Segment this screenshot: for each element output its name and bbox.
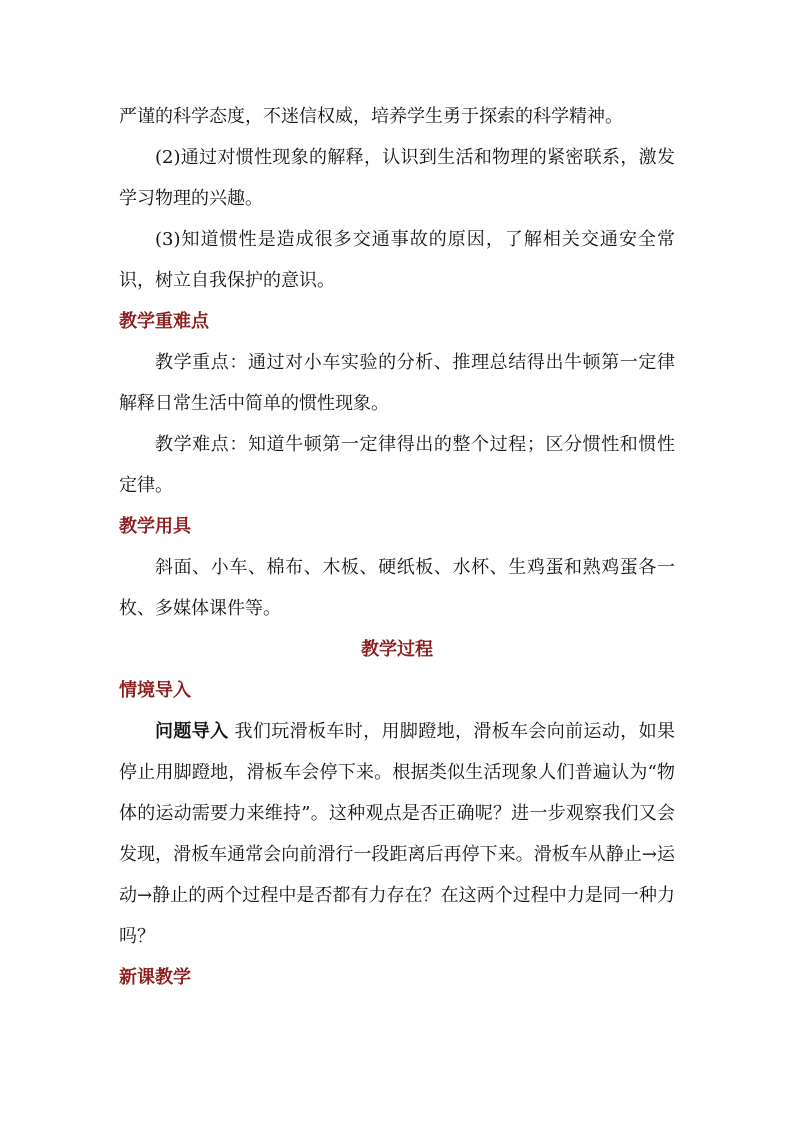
new-lesson-heading: 新课教学: [119, 967, 191, 988]
intro-paragraph: [119, 711, 675, 957]
tools-heading: 教学用具: [119, 516, 191, 537]
process-heading: 教学过程: [361, 639, 433, 660]
intro-text: 我们玩滑板车时，用脚蹬地，滑板车会向前运动，如果停止用脚蹬地，滑板车会停下来。根据类似生活现象人们普遍认为“物体的运动需要力来维持”。这种观点是否正确呢？进一步观察我们又会发现，滑板车通常会向前滑行一段距离后再停下来。滑板车从静止→运动→静止的两个过程中是否都有力存在？在这两个过程中力是同一种力吗？: [119, 721, 675, 947]
key-points-focus: 教学重点：通过对小车实验的分析、推理总结得出牛顿第一定律解释日常生活中简单的惯性现象。: [119, 352, 675, 414]
page-content: [119, 96, 675, 998]
key-points-heading: 教学重难点: [119, 311, 209, 332]
goal-continuation: 严谨的科学态度，不迷信权威，培养学生勇于探索的科学精神。: [119, 106, 623, 127]
key-points-difficulty: 教学难点：知道牛顿第一定律得出的整个过程；区分惯性和惯性定律。: [119, 434, 675, 496]
tools-text: 斜面、小车、棉布、木板、硬纸板、水杯、生鸡蛋和熟鸡蛋各一枚、多媒体课件等。: [119, 557, 675, 619]
goal-item-3: (3)知道惯性是造成很多交通事故的原因，了解相关交通安全常识，树立自我保护的意识。: [119, 229, 675, 291]
goal-item-2: (2)通过对惯性现象的解释，认识到生活和物理的紧密联系，激发学习物理的兴趣。: [119, 147, 675, 209]
intro-lead: 问题导入: [155, 721, 229, 742]
intro-heading: 情境导入: [119, 680, 191, 701]
